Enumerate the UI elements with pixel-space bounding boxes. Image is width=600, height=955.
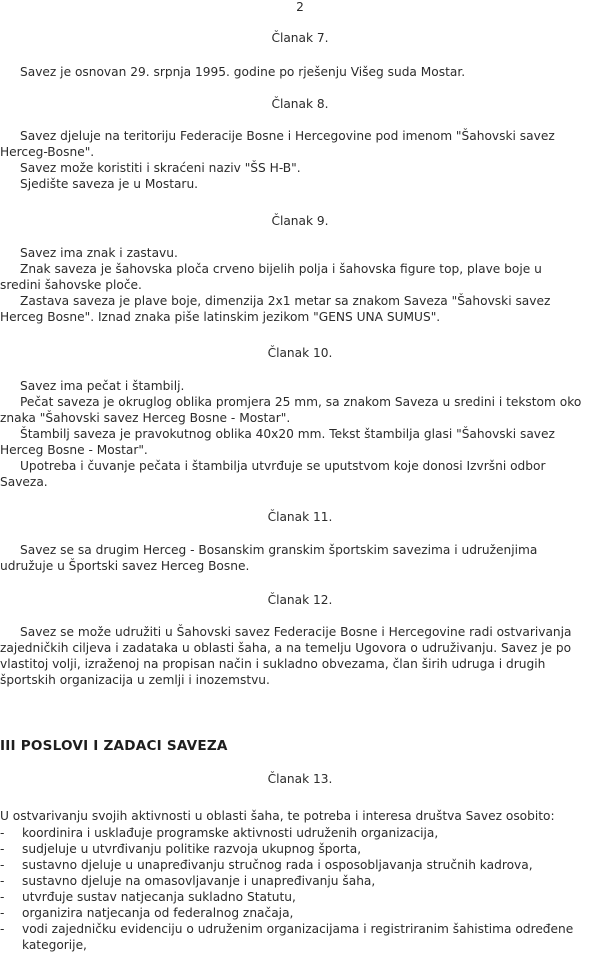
article-9-p2-line2: sredini šahovske ploče. bbox=[0, 278, 142, 292]
list-item-text: sustavno djeluje na omasovljavanje i unapređivanju šaha, bbox=[22, 874, 376, 888]
list-item-text: utvrđuje sustav natjecanja sukladno Statutu, bbox=[22, 890, 296, 904]
article-9-p2-line1: Znak saveza je šahovska ploča crveno bijelih polja i šahovska figure top, plave boje u bbox=[20, 262, 542, 276]
article-10-title: Članak 10. bbox=[267, 346, 333, 360]
list-item-text: sudjeluje u utvrđivanju politike razvoja ukupnog športa, bbox=[22, 842, 362, 856]
list-item: - sustavno djeluje na omasovljavanje i unapređivanju šaha, bbox=[0, 874, 376, 888]
article-11-title: Članak 11. bbox=[267, 510, 333, 524]
article-12-line4: športskih organizacija u zemlji i inozemstvu. bbox=[0, 673, 270, 687]
article-7-title: Članak 7. bbox=[271, 31, 329, 45]
list-item: - sudjeluje u utvrđivanju politike razvoja ukupnog športa, bbox=[0, 842, 362, 856]
article-8-p1-line2: Herceg-Bosne". bbox=[0, 145, 95, 159]
article-13-intro-line: U ostvarivanju svojih aktivnosti u oblasti šaha, te potreba i interesa društva Savez osobito: bbox=[0, 809, 555, 823]
article-10-p4-line2: Saveza. bbox=[0, 475, 48, 489]
article-10-p1: Savez ima pečat i štambilj. bbox=[20, 379, 185, 393]
article-9-p1: Savez ima znak i zastavu. bbox=[20, 246, 178, 260]
list-item-text: vodi zajedničku evidenciju o udruženim organizacijama i registriranim šahistima određene bbox=[22, 922, 574, 936]
article-9-p3-line1: Zastava saveza je plave boje, dimenzija 2x1 metar sa znakom Saveza "Šahovski savez bbox=[20, 294, 551, 308]
list-item-text: koordinira i usklađuje programske aktivnosti udruženih organizacija, bbox=[22, 826, 439, 840]
article-8-p2: Savez može koristiti i skraćeni naziv "ŠS H-B". bbox=[20, 161, 301, 175]
article-12-line2: zajedničkih ciljeva i zadataka u oblasti šaha, a na temelju Ugovora o udruživanju. Savez je po bbox=[0, 641, 572, 655]
article-7-line: Savez je osnovan 29. srpnja 1995. godine po rješenju Višeg suda Mostar. bbox=[20, 65, 466, 79]
article-12-line3: vlastitoj volji, izraženoj na propisan način i sukladno obvezama, član širih udruga i drugih bbox=[0, 657, 546, 671]
article-10-p3-line1: Štambilj saveza je pravokutnog oblika 40x20 mm. Tekst štambilja glasi "Šahovski savez bbox=[20, 427, 555, 441]
list-item: - vodi zajedničku evidenciju o udruženim organizacijama i registriranim šahistima određene bbox=[0, 922, 574, 936]
article-13-list bbox=[0, 825, 600, 953]
article-9-text bbox=[0, 245, 600, 325]
article-12-line1: Savez se može udružiti u Šahovski savez Federacije Bosne i Hercegovine radi ostvarivanja bbox=[20, 625, 572, 639]
article-10-text bbox=[0, 378, 600, 490]
article-8-title: Članak 8. bbox=[271, 97, 329, 111]
article-10-p2-line1: Pečat saveza je okruglog oblika promjera 25 mm, sa znakom Saveza u sredini i tekstom oko bbox=[20, 395, 582, 409]
article-8-p1-line1: Savez djeluje na teritoriju Federacije Bosne i Hercegovine pod imenom "Šahovski savez bbox=[20, 129, 555, 143]
section-heading: III POSLOVI I ZADACI SAVEZA bbox=[0, 738, 228, 754]
list-item: - utvrđuje sustav natjecanja sukladno Statutu, bbox=[0, 890, 296, 904]
article-9-p3-line2: Herceg Bosne". Iznad znaka piše latinskim jezikom "GENS UNA SUMUS". bbox=[0, 310, 441, 324]
list-item-text: sustavno djeluje u unapređivanju stručnog rada i osposobljavanja stručnih kadrova, bbox=[22, 858, 533, 872]
list-item: - sustavno djeluje u unapređivanju stručnog rada i osposobljavanja stručnih kadrova, bbox=[0, 858, 533, 872]
list-item: - koordinira i usklađuje programske aktivnosti udruženih organizacija, bbox=[0, 826, 439, 840]
list-item-continuation: kategorije, bbox=[22, 938, 87, 952]
article-13-title: Članak 13. bbox=[267, 772, 333, 786]
article-12-text bbox=[0, 624, 600, 688]
article-11-text bbox=[0, 542, 600, 574]
article-7-text bbox=[0, 64, 600, 80]
article-10-p4-line1: Upotreba i čuvanje pečata i štambilja utvrđuje se uputstvom koje donosi Izvršni odbor bbox=[20, 459, 546, 473]
article-10-p3-line2: Herceg Bosne - Mostar". bbox=[0, 443, 148, 457]
article-11-line2: udružuje u Športski savez Herceg Bosne. bbox=[0, 559, 250, 573]
article-8-p3: Sjedište saveza je u Mostaru. bbox=[20, 177, 199, 191]
article-13-intro bbox=[0, 808, 600, 824]
list-item: - organizira natjecanja od federalnog značaja, bbox=[0, 906, 294, 920]
article-8-text bbox=[0, 128, 600, 192]
article-11-line1: Savez se sa drugim Herceg - Bosanskim granskim športskim savezima i udruženjima bbox=[20, 543, 538, 557]
page-number: 2 bbox=[296, 0, 304, 14]
article-10-p2-line2: znaka "Šahovski savez Herceg Bosne - Mostar". bbox=[0, 411, 291, 425]
list-item-text: organizira natjecanja od federalnog značaja, bbox=[22, 906, 294, 920]
article-12-title: Članak 12. bbox=[267, 593, 333, 607]
article-9-title: Članak 9. bbox=[271, 214, 329, 228]
